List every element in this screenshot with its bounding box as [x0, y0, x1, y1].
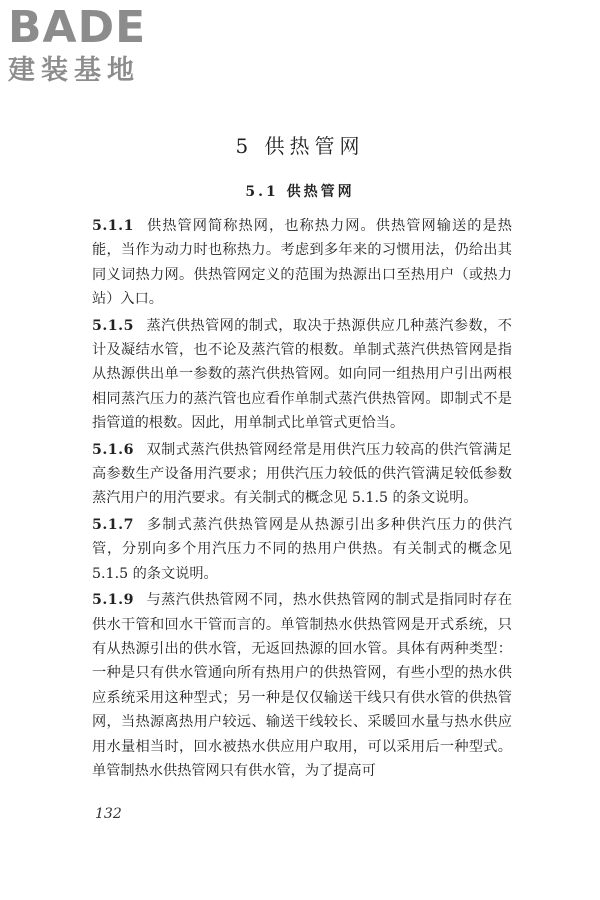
- clause-text: 蒸汽供热管网的制式，取决于热源供应几种蒸汽参数，不计及凝结水管，也不论及蒸汽管的根数。单制式蒸汽供热管网是指从热源供出单一参数的蒸汽供热管网。如向同一组热用户引出两根相同蒸汽压力的蒸汽管也应看作单制式蒸汽供热管网。即制式不是指管道的根数。因此，用单制式比单管式更恰当。: [92, 317, 512, 432]
- clause-list: [92, 214, 512, 785]
- logo-mark: BADE: [8, 2, 147, 53]
- section-title: 5.1 供热管网: [245, 184, 355, 200]
- logo-subtitle: 建装基地: [8, 55, 140, 86]
- logo: [8, 4, 178, 88]
- clause-text: 多制式蒸汽供热管网是从热源引出多种供汽压力的供汽管，分别向多个用汽压力不同的热用户供热。有关制式的概念见 5.1.5 的条文说明。: [92, 516, 512, 582]
- page-number: 132: [95, 806, 122, 822]
- clause-number: 5.1.9: [92, 592, 134, 609]
- clause-5-1-5: [92, 314, 512, 436]
- chapter-title: 5 供热管网: [235, 134, 365, 158]
- clause-text: 供热管网简称热网，也称热力网。供热管网输送的是热能，当作为动力时也称热力。考虑到多年来的习惯用法，仍给出其同义词热力网。供热管网定义的范围为热源出口至热用户（或热力站）入口。: [92, 218, 512, 308]
- clause-text: 双制式蒸汽供热管网经常是用供汽压力较高的供汽管满足高参数生产设备用汽要求；用供汽压力较低的供汽管满足较低参数蒸汽用户的用汽要求。有关制式的概念见 5.1.5 的条文说明。: [92, 441, 512, 507]
- clause-text: 与蒸汽供热管网不同，热水供热管网的制式是指同时存在供水干管和回水干管而言的。单管制热水供热管网是开式系统，只有从热源引出的供水管，无返回热源的回水管。具体有两种类型：一种是只有供水管通向所有热用户的供热管网，有些小型的热水供应系统采用这种型式；另一种是仅仅输送干线只有供水管的供热管网，当热源离热用户较远、输送干线较长、采暖回水量与热水供应用水量相当时，回水被热水供应用户取用，可以采用后一种型式。单管制热水供热管网只有供水管，为了提高可: [92, 592, 512, 779]
- clause-5-1-7: [92, 513, 512, 586]
- clause-number: 5.1.1: [92, 218, 134, 234]
- clause-5-1-6: [92, 438, 512, 511]
- clause-number: 5.1.7: [92, 516, 134, 533]
- clause-number: 5.1.5: [92, 317, 134, 334]
- clause-5-1-9: [92, 588, 512, 783]
- clause-5-1-1: [92, 214, 512, 312]
- clause-number: 5.1.6: [92, 441, 134, 458]
